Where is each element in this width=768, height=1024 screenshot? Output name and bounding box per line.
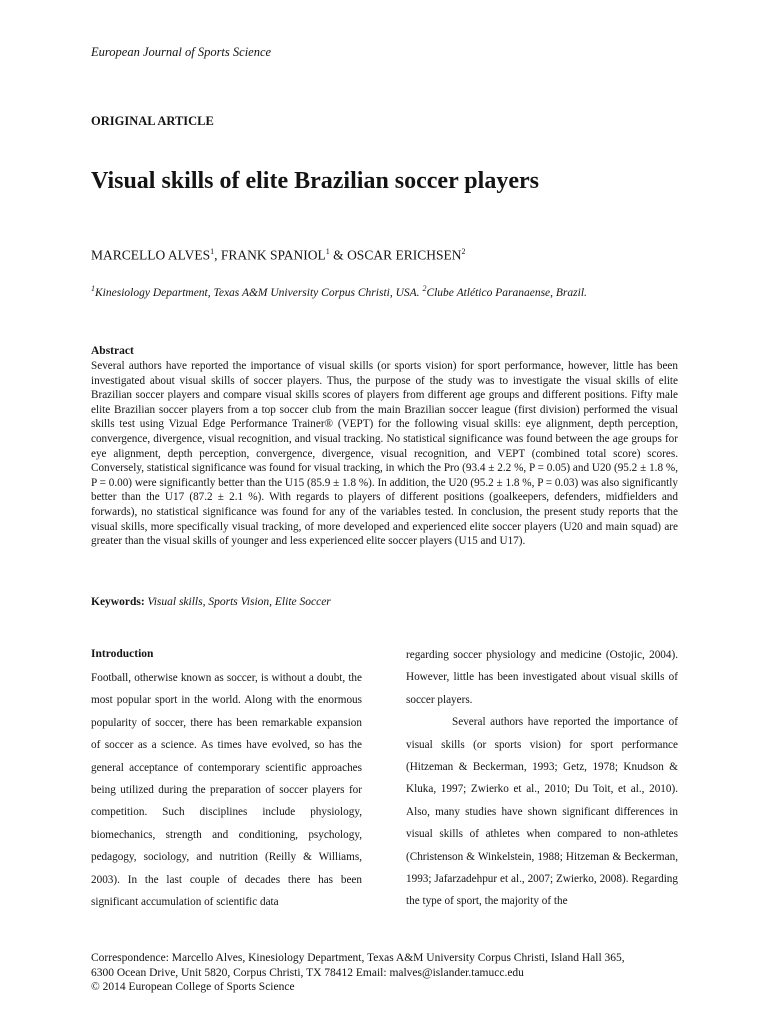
keywords [91,596,331,608]
body-column-left [91,647,362,913]
author-separator: & [329,247,348,263]
correspondence-line: Correspondence: Marcello Alves, Kinesiology Department, Texas A&M University Corpus Christi, Island Hall 365, [91,952,625,964]
copyright-line: © 2014 European College of Sports Science [91,981,295,993]
keywords-label: Keywords: [91,596,145,608]
correspondence-line: 6300 Ocean Drive, Unit 5820, Corpus Christi, TX 78412 Email: malves@islander.tamucc.edu [91,966,524,979]
affiliations [91,284,587,299]
body-column-right [406,644,678,913]
abstract-heading: Abstract [91,345,134,357]
journal-name: European Journal of Sports Science [91,45,272,59]
affiliation-mark: 2 [422,284,427,293]
author-name: OSCAR ERICHSEN [347,247,462,263]
affiliation-text: Clube Atlético Paranaense, Brazil. [426,286,587,299]
correspondence-footer [91,951,691,995]
author-affiliation-mark: 2 [461,247,466,256]
keywords-terms: Visual skills, Sports Vision, Elite Soccer [147,596,331,608]
author-affiliation-mark: 1 [325,247,330,256]
affiliation-text: Kinesiology Department, Texas A&M University Corpus Christi, USA. [95,286,423,299]
affiliation-mark: 1 [91,284,95,293]
author-name: MARCELLO ALVES [91,247,211,263]
author-name: FRANK SPANIOL [220,247,326,263]
article-type: ORIGINAL ARTICLE [91,114,214,128]
section-heading-introduction: Introduction [91,648,154,660]
body-paragraph: Football, otherwise known as soccer, is without a doubt, the most popular sport in the world. Along with the enormous popularity of soccer, there has been remarkable expansion of soccer as a science. As times have evolved, so has the general acceptance of contemporary scientific approaches being utilized during the preparation of soccer players for competition. Such disciplines include physiology, biomechanics, strength and conditioning, psychology, pedagogy, sociology, and nutrition (Reilly & Williams, 2003). In the last couple of decades there has been significant accumulation of scientific data [91,672,362,909]
author-separator: , [214,247,221,263]
author-list [91,247,465,264]
body-paragraph: Several authors have reported the importance of visual skills (or sports vision) for sport performance (Hitzeman & Beckerman, 1993; Getz, 1978; Knudson & Kluka, 1997; Zwierko et al., 2010; Du Toit, et al., 2010). Also, many studies have shown significant differences in visual skills of athletes when compared to non-athletes (Christenson & Winkelstein, 1988; Hitzeman & Beckerman, 1993; Jafarzadehpur et al., 2007; Zwierko, 2008). Regarding the type of sport, the majority of the [406,716,678,908]
body-paragraph: regarding soccer physiology and medicine (Ostojic, 2004). However, little has been investigated about visual skills of soccer players. [406,649,678,706]
abstract-body: Several authors have reported the importance of visual skills (or sports vision) for sport performance, however, little has been investigated about visual skills of soccer players. Thus, the purpose of the study was to investigate the visual skills of elite Brazilian soccer players and compare visual skills scores of players from different age groups and different positions. Fifty male elite Brazilian soccer players from a top soccer club from the main Brazilian soccer league (first division) performed the visual skills test using Vizual Edge Performance Trainer® (VEPT) for the following visual skills: eye alignment, depth perception, convergence, divergence, visual recognition, and visual tracking. No statistical significance was found between the age groups for eye alignment, depth perception, convergence, divergence, visual recognition, and VEPT (combined total score) scores. Conversely, statistical significance was found for visual tracking, in which the Pro (93.4 ± 2.2 %, P = 0.05) and U20 (95.2 ± 1.8 %, P = 0.00) were significantly better than the U15 (85.9 ± 1.8 %). In addition, the U20 (95.2 ± 1.8 %, P = 0.03) was also significantly better than the U17 (87.2 ± 2.1 %). With regards to players of different positions (goalkeepers, defenders, midfielders and forwards), no statistical significance was found for any of the variables tested. In conclusion, the present study reports that the visual skills, more specifically visual tracking, of more developed and experienced elite soccer players (U20 and main squad) are greater than the visual skills of younger and less experienced elite soccer players (U15 and U17). [91,360,678,548]
author-affiliation-mark: 1 [210,247,215,256]
article-title: Visual skills of elite Brazilian soccer players [91,168,539,194]
